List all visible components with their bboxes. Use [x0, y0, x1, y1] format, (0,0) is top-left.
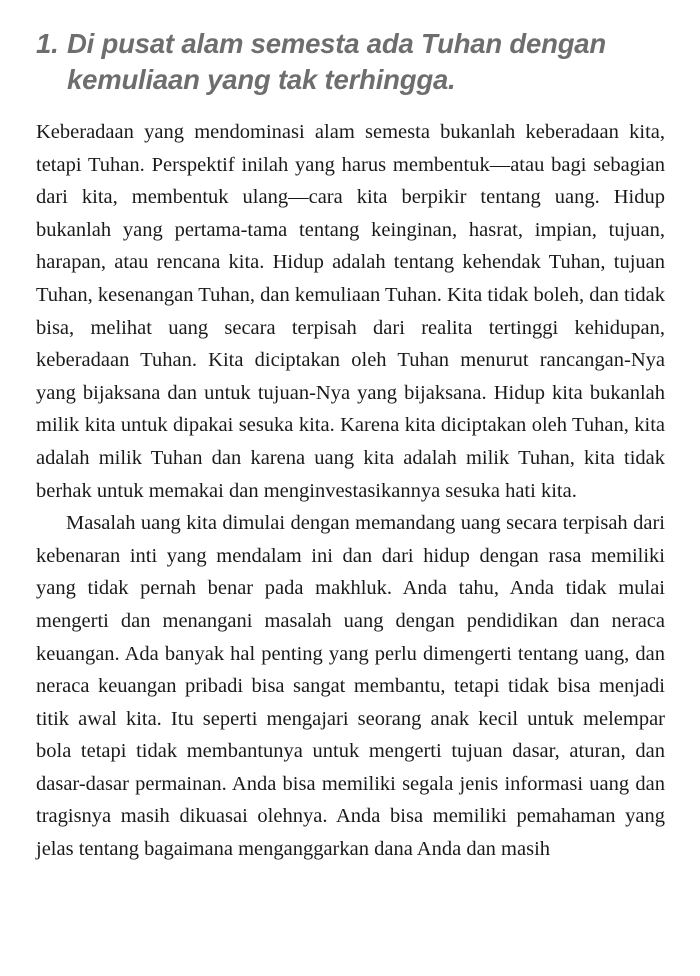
section-number: 1.: [36, 28, 59, 59]
section-heading: [36, 26, 665, 98]
section-title: Di pusat alam semesta ada Tuhan dengan kemuliaan yang tak terhingga.: [67, 28, 607, 95]
book-page: [36, 26, 665, 866]
body-paragraph-2: Masalah uang kita dimulai dengan memandang uang secara terpisah dari kebenaran inti yang mendalam ini dan dari hidup dengan rasa memiliki yang tidak pernah benar pada makhluk. Anda tahu, Anda tidak mulai mengerti dan menangani masalah uang dengan pendidikan dan neraca keuangan. Ada banyak hal penting yang perlu dimengerti tentang uang, dan neraca keuangan pribadi bisa sangat membantu, tetapi tidak bisa menjadi titik awal kita. Itu seperti mengajari seorang anak kecil untuk melempar bola tetapi tidak membantunya untuk mengerti tujuan dasar, aturan, dan dasar-dasar permainan. Anda bisa memiliki segala jenis informasi uang dan tragisnya masih dikuasai olehnya. Anda bisa memiliki pemahaman yang jelas tentang bagaimana menganggarkan dana Anda dan masih: [36, 512, 665, 861]
body-paragraph-1: Keberadaan yang mendominasi alam semesta bukanlah keberadaan kita, tetapi Tuhan. Perspektif inilah yang harus membentuk—atau bagi sebagian dari kita, membentuk ulang—cara kita berpikir tentang uang. Hidup bukanlah yang pertama-tama tentang keinginan, hasrat, impian, tujuan, harapan, atau rencana kita. Hidup adalah tentang kehendak Tuhan, tujuan Tuhan, kesenangan Tuhan, dan kemuliaan Tuhan. Kita tidak boleh, dan tidak bisa, melihat uang secara terpisah dari realita tertinggi kehidupan, keberadaan Tuhan. Kita diciptakan oleh Tuhan menurut rancangan-Nya yang bijaksana dan untuk tujuan-Nya yang bijaksana. Hidup kita bukanlah milik kita untuk dipakai sesuka kita. Karena kita diciptakan oleh Tuhan, kita adalah milik Tuhan dan karena uang kita adalah milik Tuhan, kita tidak berhak untuk memakai dan menginvestasikannya sesuka hati kita.: [36, 121, 665, 502]
